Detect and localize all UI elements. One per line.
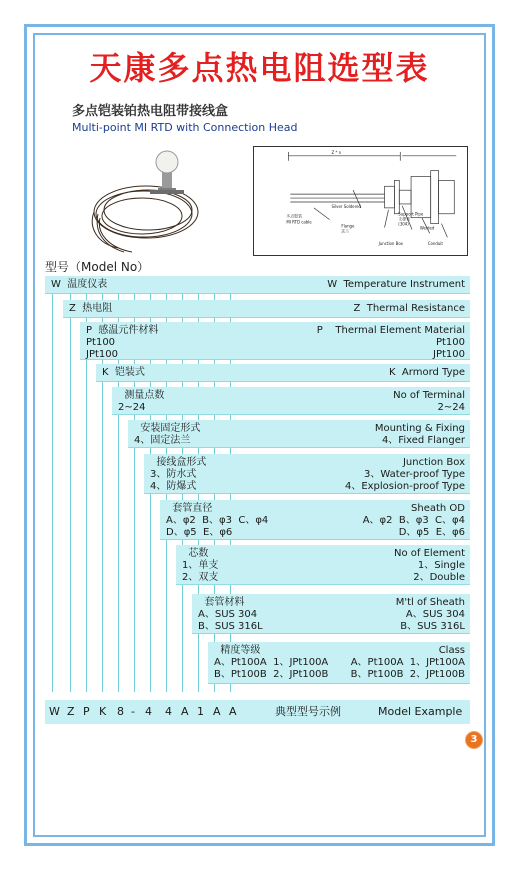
spec-row-right: W Temperature Instrument bbox=[327, 279, 465, 290]
spec-row-right: No of Terminal 2~24 bbox=[393, 390, 465, 413]
spec-row-left: 接线盒形式 3、防水式 4、防爆式 bbox=[150, 457, 207, 492]
model-example-label-en: Model Example bbox=[378, 705, 463, 718]
spec-row-junction-box bbox=[144, 454, 470, 494]
spec-row-terminals bbox=[112, 387, 470, 415]
spec-row-element-count bbox=[176, 545, 470, 585]
product-photo bbox=[88, 148, 236, 256]
model-code: A bbox=[229, 705, 237, 718]
spec-row-left: 精度等级 A、Pt100A 1、JPt100A B、Pt100B 2、JPt100B bbox=[214, 645, 329, 680]
drawing-label-multipoint: MI RTD cable bbox=[286, 219, 312, 225]
drawing-label-support-pipe-num: (304) bbox=[398, 221, 409, 227]
subtitle-chinese: 多点铠装铂热电阻带接线盒 bbox=[72, 104, 229, 119]
drawing-label-junction: Junction Box bbox=[378, 241, 403, 247]
model-code: Z bbox=[67, 705, 75, 718]
subtitle-english: Multi-point MI RTD with Connection Head bbox=[72, 121, 298, 134]
spec-row-left: Z 热电阻 bbox=[69, 303, 113, 314]
model-code: W bbox=[49, 705, 60, 718]
spec-row-right: No of Element 1、Single 2、Double bbox=[394, 548, 465, 583]
spec-row-right: M'tl of Sheath A、SUS 304 B、SUS 316L bbox=[395, 597, 465, 632]
model-code: A bbox=[181, 705, 189, 718]
spec-row-resistance bbox=[63, 300, 470, 318]
spec-row-left: W 温度仪表 bbox=[51, 279, 108, 290]
model-code: P bbox=[83, 705, 90, 718]
spec-row-right: Mounting & Fixing 4、Fixed Flanger bbox=[374, 423, 465, 446]
model-example-row bbox=[45, 700, 470, 724]
spec-row-right: Junction Box 3、Water-proof Type 4、Explosion-proof Type bbox=[344, 457, 465, 492]
model-code: 1 bbox=[197, 705, 204, 718]
spec-row-sheath-material bbox=[192, 594, 470, 634]
drawing-label-support-pipe: Support Pipe bbox=[398, 211, 424, 217]
spec-row-left: 测量点数 2~24 bbox=[118, 390, 165, 413]
spec-row-right: Z Thermal Resistance bbox=[353, 303, 465, 314]
spec-row-left: 芯数 1、单支 2、双支 bbox=[182, 548, 219, 583]
spec-row-left: K 铠装式 bbox=[102, 367, 145, 378]
drawing-label-silver: Silver Soldered bbox=[331, 203, 361, 209]
drawing-label-flange: Flange bbox=[341, 223, 355, 229]
spec-row-right: P Thermal Element Material Pt100 JPt100 bbox=[316, 325, 465, 360]
model-code: 4 bbox=[145, 705, 152, 718]
dimension-drawing bbox=[253, 146, 468, 256]
model-code: A bbox=[213, 705, 221, 718]
drawing-label-conduit: Conduit bbox=[427, 241, 443, 247]
drawing-label-flange-cn: 法兰 bbox=[341, 228, 350, 234]
spec-row-class bbox=[208, 642, 470, 684]
connector-line bbox=[52, 287, 53, 692]
spec-row-left: 安装固定形式 4、固定法兰 bbox=[134, 423, 201, 446]
spec-row-instrument bbox=[45, 276, 470, 294]
spec-row-sheath-od bbox=[160, 500, 470, 540]
model-code: 8 bbox=[117, 705, 124, 718]
drawing-label-dimension: Z * n bbox=[331, 149, 342, 155]
spec-row-left: 套管直径 A、φ2 B、φ3 C、φ4 D、φ5 E、φ6 bbox=[166, 503, 269, 538]
spec-row-right: K Armord Type bbox=[389, 367, 465, 378]
spec-row-right: Class A、Pt100A 1、JPt100A B、Pt100B 2、JPt100B bbox=[350, 645, 465, 680]
spec-row-element-material bbox=[80, 322, 470, 360]
drawing-label-multipoint-cn: 多点铠装 bbox=[286, 213, 302, 219]
model-code: - bbox=[131, 705, 135, 718]
model-example-label-cn: 典型型号示例 bbox=[275, 705, 341, 718]
spec-row-left: P 感温元件材料 Pt100 JPt100 bbox=[86, 325, 159, 360]
spec-row-armored bbox=[96, 364, 470, 382]
spec-row-right: Sheath OD A、φ2 B、φ3 C、φ4 D、φ5 E、φ6 bbox=[362, 503, 465, 538]
model-code: K bbox=[99, 705, 107, 718]
drawing-label-welded: Welded bbox=[419, 225, 435, 231]
connector-line bbox=[70, 287, 71, 692]
spec-row-left: 套管材料 A、SUS 304 B、SUS 316L bbox=[198, 597, 263, 632]
drawing-label-support-pipe-cn: 支撑管 bbox=[398, 216, 411, 222]
spec-row-mounting bbox=[128, 420, 470, 448]
page-title: 天康多点热电阻选型表 bbox=[89, 49, 430, 87]
model-number-label: 型号（Model No） bbox=[45, 260, 150, 274]
page-number-badge: 3 bbox=[466, 732, 482, 748]
model-code: 4 bbox=[165, 705, 172, 718]
